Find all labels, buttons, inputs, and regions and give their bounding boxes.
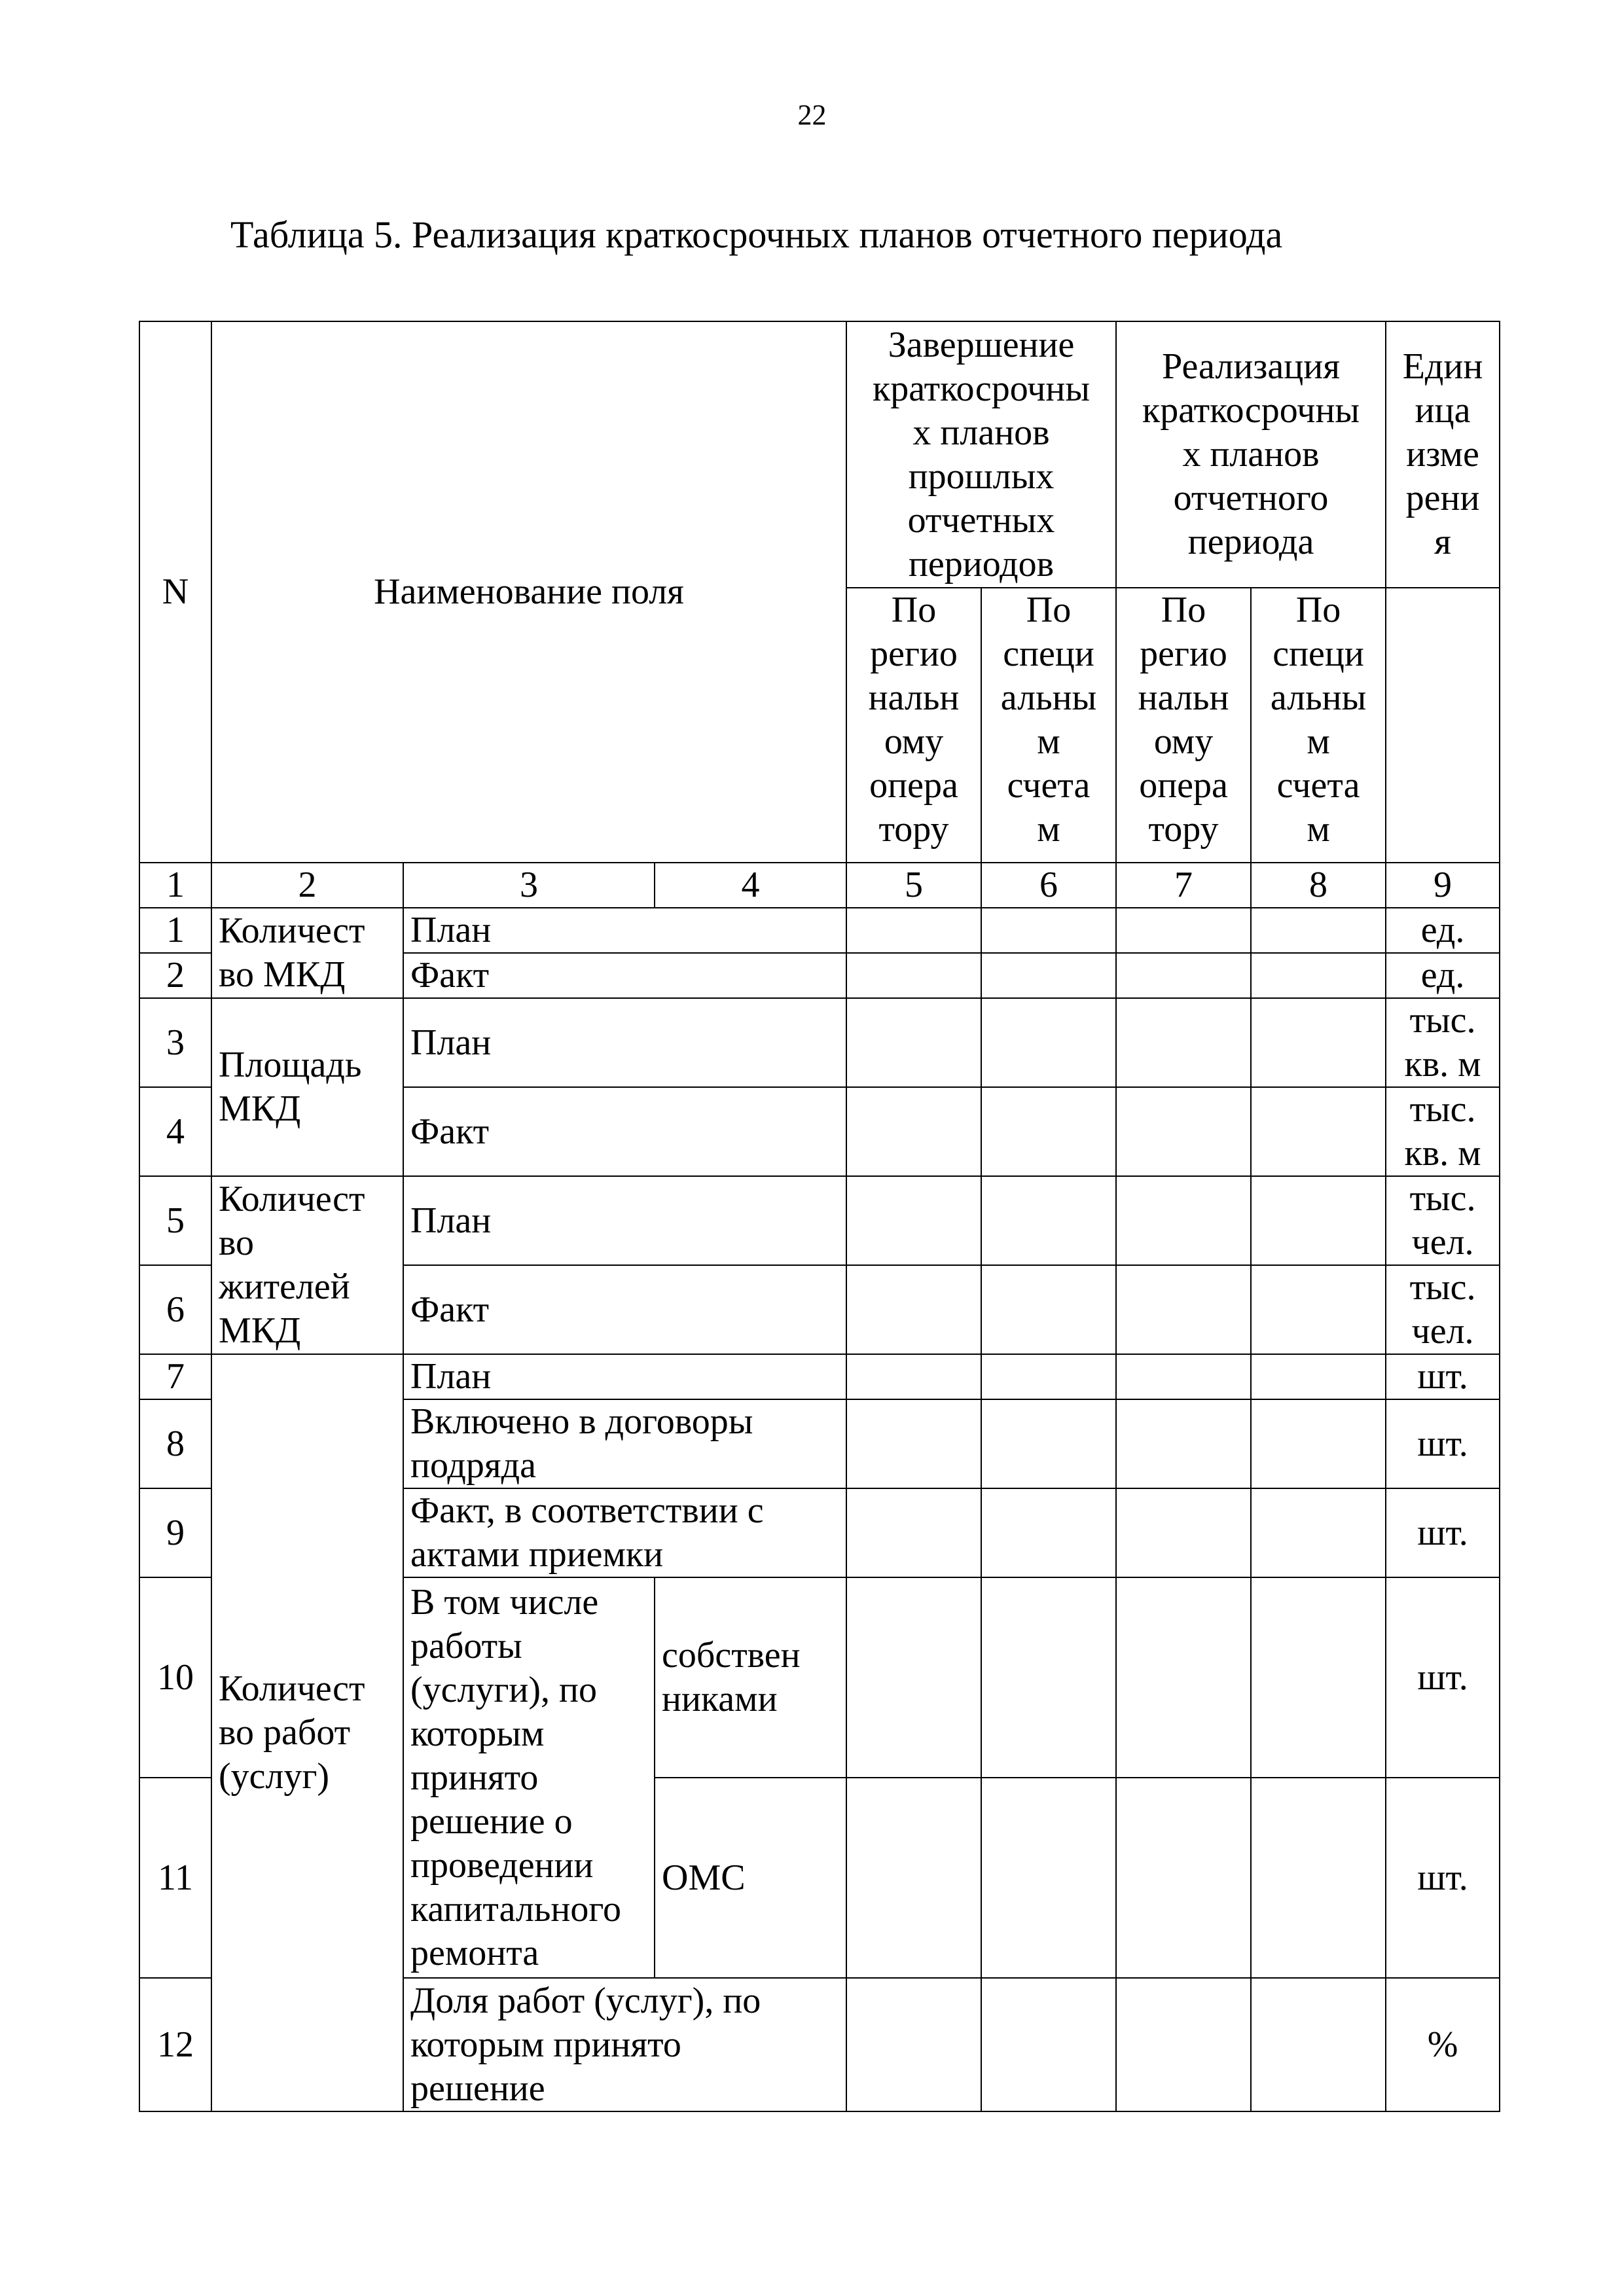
data-cell <box>1116 998 1251 1087</box>
row-unit: шт. <box>1386 1354 1500 1399</box>
row-unit: тыс. чел. <box>1386 1176 1500 1265</box>
data-cell <box>981 1399 1116 1488</box>
row-number: 10 <box>139 1577 211 1778</box>
data-cell <box>1251 1087 1386 1176</box>
col-number: 3 <box>403 863 655 908</box>
data-cell <box>1116 953 1251 998</box>
row-unit: ед. <box>1386 953 1500 998</box>
data-cell <box>1116 1778 1251 1978</box>
row-number: 1 <box>139 908 211 953</box>
data-cell <box>981 908 1116 953</box>
data-cell <box>981 1978 1116 2111</box>
data-cell <box>846 1176 981 1265</box>
data-cell <box>1251 1399 1386 1488</box>
header-regional-operator-current: По регио нальн ому опера тору <box>1116 588 1251 863</box>
data-cell <box>981 1087 1116 1176</box>
data-cell <box>846 1978 981 2111</box>
row-unit: ед. <box>1386 908 1500 953</box>
data-cell <box>846 953 981 998</box>
row-label: План <box>403 1176 846 1265</box>
data-cell <box>1116 1399 1251 1488</box>
row-unit: шт. <box>1386 1778 1500 1978</box>
row-label: Факт, в соответствии с актами приемки <box>403 1488 846 1577</box>
row-label: Факт <box>403 1265 846 1354</box>
data-cell <box>981 1354 1116 1399</box>
header-special-accounts-current: По специ альны м счета м <box>1251 588 1386 863</box>
data-cell <box>1251 1577 1386 1778</box>
row-number: 11 <box>139 1778 211 1978</box>
data-cell <box>846 1488 981 1577</box>
row-number: 3 <box>139 998 211 1087</box>
group-decision-works: В том числе работы (услуги), по которым принято решение о проведении капитального ремонта <box>403 1577 655 1978</box>
row-label: собствен никами <box>655 1577 846 1778</box>
row-label: Включено в договоры подряда <box>403 1399 846 1488</box>
group-mkd-count: Количест во МКД <box>211 908 403 998</box>
data-cell <box>846 1087 981 1176</box>
row-unit: шт. <box>1386 1577 1500 1778</box>
row-number: 12 <box>139 1978 211 2111</box>
data-cell <box>846 908 981 953</box>
col-number: 6 <box>981 863 1116 908</box>
row-unit: шт. <box>1386 1488 1500 1577</box>
data-cell <box>846 1577 981 1778</box>
row-number: 8 <box>139 1399 211 1488</box>
col-number: 7 <box>1116 863 1251 908</box>
report-table <box>139 321 1500 2112</box>
data-cell <box>981 1577 1116 1778</box>
header-special-accounts-prev: По специ альны м счета м <box>981 588 1116 863</box>
header-regional-operator-prev: По регио нальн ому опера тору <box>846 588 981 863</box>
row-number: 9 <box>139 1488 211 1577</box>
data-cell <box>846 1265 981 1354</box>
row-unit: тыс. кв. м <box>1386 998 1500 1087</box>
col-number: 2 <box>211 863 403 908</box>
row-label: План <box>403 998 846 1087</box>
data-cell <box>1116 1176 1251 1265</box>
header-n: N <box>139 321 211 863</box>
data-cell <box>981 1176 1116 1265</box>
data-cell <box>1251 1265 1386 1354</box>
table-caption: Таблица 5. Реализация краткосрочных планов отчетного периода <box>230 213 1283 256</box>
data-cell <box>981 953 1116 998</box>
header-field-name: Наименование поля <box>211 321 846 863</box>
data-cell <box>1116 1978 1251 2111</box>
row-unit: % <box>1386 1978 1500 2111</box>
data-cell <box>1116 1087 1251 1176</box>
data-cell <box>1251 1778 1386 1978</box>
col-number: 4 <box>655 863 846 908</box>
data-cell <box>846 1354 981 1399</box>
data-cell <box>1116 908 1251 953</box>
data-cell <box>1116 1265 1251 1354</box>
data-cell <box>1251 908 1386 953</box>
data-cell <box>981 1778 1116 1978</box>
row-number: 4 <box>139 1087 211 1176</box>
data-cell <box>1251 1176 1386 1265</box>
data-cell <box>1251 1354 1386 1399</box>
row-label: План <box>403 908 846 953</box>
row-number: 5 <box>139 1176 211 1265</box>
group-mkd-area: Площадь МКД <box>211 998 403 1176</box>
data-cell <box>981 998 1116 1087</box>
data-cell <box>981 1488 1116 1577</box>
data-cell <box>981 1265 1116 1354</box>
group-residents: Количест во жителей МКД <box>211 1176 403 1354</box>
data-cell <box>846 1778 981 1978</box>
data-cell <box>846 998 981 1087</box>
group-works-count: Количест во работ (услуг) <box>211 1354 403 2111</box>
col-number: 5 <box>846 863 981 908</box>
row-number: 2 <box>139 953 211 998</box>
header-unit: Един ица изме рени я <box>1386 321 1500 588</box>
data-cell <box>1251 998 1386 1087</box>
row-label: План <box>403 1354 846 1399</box>
row-label: Факт <box>403 1087 846 1176</box>
row-number: 6 <box>139 1265 211 1354</box>
page-number: 22 <box>797 99 827 131</box>
data-cell <box>846 1399 981 1488</box>
header-completion-prev: Завершение краткосрочны х планов прошлых отчетных периодов <box>846 321 1116 588</box>
col-number: 1 <box>139 863 211 908</box>
data-cell <box>1116 1354 1251 1399</box>
row-number: 7 <box>139 1354 211 1399</box>
row-label: Доля работ (услуг), по которым принято решение <box>403 1978 846 2111</box>
data-cell <box>1251 953 1386 998</box>
col-number: 8 <box>1251 863 1386 908</box>
row-label: Факт <box>403 953 846 998</box>
header-unit-empty <box>1386 588 1500 863</box>
data-cell <box>1116 1577 1251 1778</box>
row-label: ОМС <box>655 1778 846 1978</box>
data-cell <box>1251 1488 1386 1577</box>
row-unit: шт. <box>1386 1399 1500 1488</box>
data-cell <box>1251 1978 1386 2111</box>
row-unit: тыс. чел. <box>1386 1265 1500 1354</box>
data-cell <box>1116 1488 1251 1577</box>
col-number: 9 <box>1386 863 1500 908</box>
row-unit: тыс. кв. м <box>1386 1087 1500 1176</box>
header-realization-current: Реализация краткосрочны х планов отчетного периода <box>1116 321 1386 588</box>
